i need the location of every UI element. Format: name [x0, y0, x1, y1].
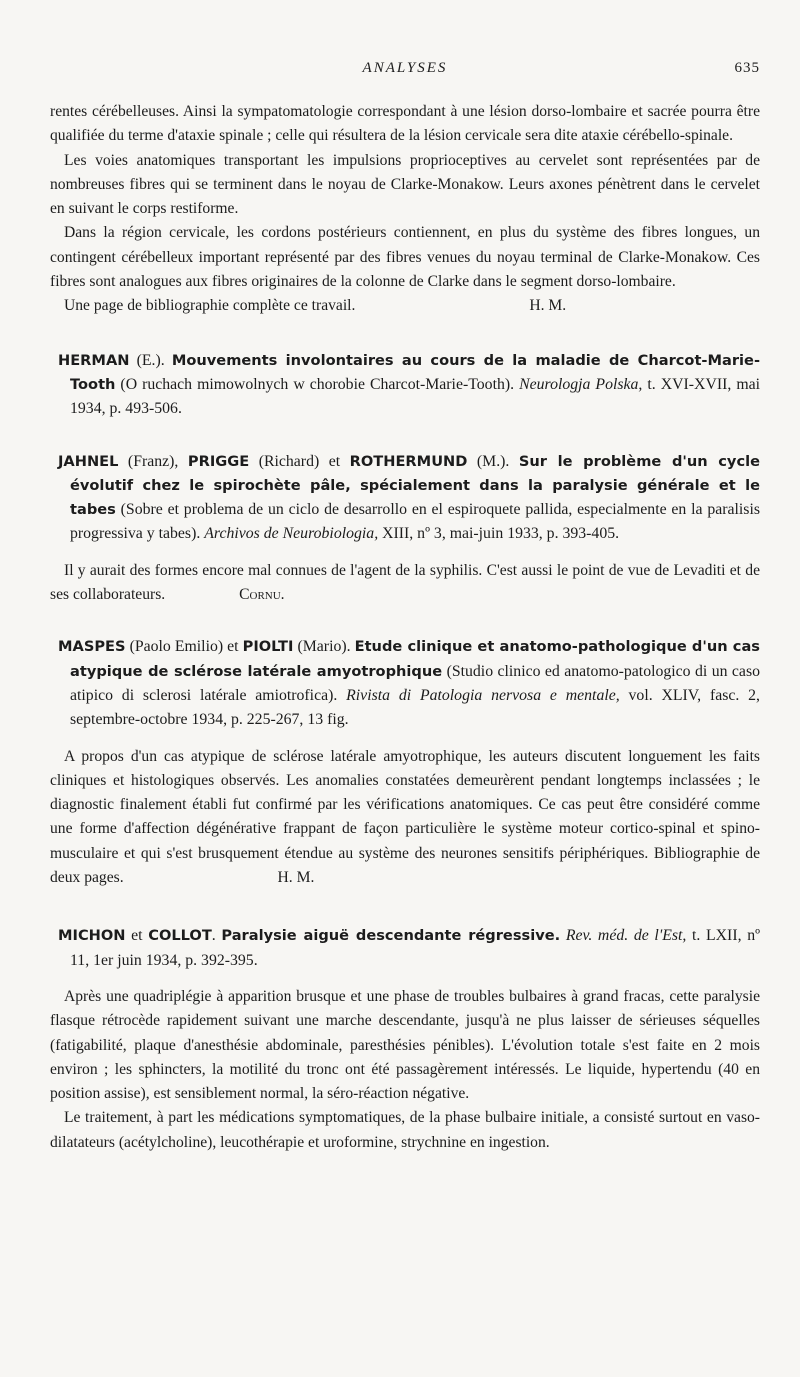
author-given-name: (Mario).: [293, 638, 355, 656]
citation: t. LXII, nº 11, 1er juin 1934, p. 392-395.: [70, 927, 760, 969]
author-name: MICHON: [58, 927, 126, 945]
entry-heading: [50, 924, 760, 973]
journal-name: Rivista di Patologia nervosa e mentale,: [346, 686, 620, 704]
running-title: ANALYSES: [362, 60, 448, 76]
author-name: HERMAN: [58, 351, 130, 369]
citation: XIII, nº 3, mai-juin 1933, p. 393-405.: [378, 525, 620, 543]
review-entry-michon: [50, 924, 760, 1155]
entry-body-paragraph-1: Après une quadriplégie à apparition brusque et une phase de troubles bulbaires à grand fracas, cette paralysie flasque rétrocède rapidement suivant une marche descendante, jusqu'à ne plus laisser de sérieuses séquelles (fatigabilité, plaque d'anesthésie abdominale, paresthésies pénibles). L'évolution totale s'est faite en 2 mois environ ; les sphincters, la motilité du tronc ont été passagèrement intéressés. Le liquide, hypertendu (40 en position assise), est sensiblement normal, la séro-réaction négative.: [50, 987, 760, 1103]
entry-body-text: A propos d'un cas atypique de sclérose latérale amyotrophique, les auteurs discutent longuement les faits cliniques et histologiques observés. Les anomalies constatées demeurèrent pendant longtemps inclassées ; le diagnostic finalement établi fut confirmé par les vérifications anatomiques. Ce cas peut être considéré comme une forme d'affection dégénérative frappant de façon particulière le système moteur cortico-spinal et spino-musculaire et qui s'est brusquement étendue au système des neurones sensitifs périphériques. Bibliographie de deux pages.: [50, 747, 760, 887]
intro-signature: H. M.: [529, 297, 567, 315]
author-given-name: (Paolo Emilio) et: [125, 638, 243, 656]
author-initial: (M.).: [467, 452, 519, 470]
journal-name: Neurologja Polska,: [519, 375, 643, 393]
reviewer-signature: H. M.: [277, 869, 315, 887]
entry-heading: [50, 349, 760, 422]
article-title: Sur le problème d'un cycle évolutif chez le spirochète pâle, spécialement dans la paralysie générale et le tabes: [70, 452, 760, 519]
author-name: ROTHERMUND: [349, 452, 468, 470]
journal-name: Archivos de Neurobiologia,: [204, 525, 379, 543]
entry-body-paragraph-2: Le traitement, à part les médications symptomatiques, de la phase bulbaire initiale, a consisté surtout en vaso-dilatateurs (acétylcholine), leucothérapie et uroformine, strychnine en ingestion.: [50, 1109, 760, 1151]
reviewer-signature: Cornu.: [239, 586, 285, 604]
page-number: 635: [734, 60, 760, 76]
entry-heading: [50, 450, 760, 547]
author-name: JAHNEL: [58, 452, 119, 470]
intro-paragraph-2: Les voies anatomiques transportant les impulsions proprioceptives au cervelet sont représentées par de nombreuses fibres qui se terminent dans le noyau de Clarke-Monakow. Leurs axones pénètrent dans le cervelet en suivant le corps restiforme.: [50, 151, 760, 218]
article-title: Mouvements involontaires au cours de la maladie de Charcot-Marie-Tooth: [70, 351, 760, 393]
intro-paragraph-4-text: Une page de bibliographie complète ce travail.: [64, 297, 356, 315]
author-name: COLLOT: [148, 927, 212, 945]
author-connector: et: [125, 927, 149, 945]
author-name: PIOLTI: [242, 638, 294, 656]
review-entry-maspes: [50, 635, 760, 890]
journal-name: Rev. méd. de l'Est,: [565, 927, 687, 945]
intro-paragraph-1: rentes cérébelleuses. Ainsi la sympatomatologie correspondant à une lésion dorso-lombaire et sacrée pourra être qualifiée du terme d'ataxie spinale ; celle qui résultera de la lésion cervicale sera dite ataxie cérébello-spinale.: [50, 103, 760, 145]
intro-section: [50, 100, 760, 319]
citation: t. XVI-XVII, mai 1934, p. 493-506.: [70, 375, 761, 418]
article-title: Paralysie aiguë descendante régressive.: [221, 927, 561, 945]
article-title: Etude clinique et anatomo-pathologique d'un cas atypique de sclérose latérale amyotrophique: [70, 638, 760, 680]
original-title: (O ruchach mimowolnych w chorobie Charcot-Marie-Tooth).: [115, 375, 520, 393]
entry-body: [50, 745, 760, 891]
original-title: (Sobre et problema de un ciclo de desarrollo en el espiroquete pallida, especialmente en la paralisis progressiva y tabes).: [70, 501, 760, 543]
entry-body: [50, 559, 760, 608]
review-entry-herman: [50, 349, 760, 422]
intro-paragraph-4: [50, 294, 760, 318]
author-initial: (E.).: [129, 351, 172, 369]
author-punctuation: .: [211, 927, 222, 945]
page: [50, 60, 760, 1155]
entry-body-text: Il y aurait des formes encore mal connues de l'agent de la syphilis. C'est aussi le point de vue de Levaditi et de ses collaborateurs.: [50, 561, 760, 604]
author-name: PRIGGE: [187, 452, 250, 470]
running-header: [50, 60, 760, 84]
review-entry-jahnel: [50, 450, 760, 608]
intro-paragraph-3: Dans la région cervicale, les cordons postérieurs contiennent, en plus du système des fibres longues, un contingent cérébelleux important représenté par des fibres venues du noyau terminal de Clarke-Monakow. Ces fibres sont analogues aux fibres originaires de la colonne de Clarke dans le segment dorso-lombaire.: [50, 224, 760, 291]
entry-heading: [50, 635, 760, 732]
author-given-name: (Franz),: [118, 452, 188, 470]
author-given-name: (Richard) et: [249, 452, 350, 470]
author-name: MASPES: [58, 638, 126, 656]
citation: vol. XLIV, fasc. 2, septembre-octobre 1934, p. 225-267, 13 fig.: [70, 686, 760, 729]
original-title: (Studio clinico ed anatomo-patologico di un caso atipico di sclerosi latérale amiotrofica).: [70, 662, 760, 704]
